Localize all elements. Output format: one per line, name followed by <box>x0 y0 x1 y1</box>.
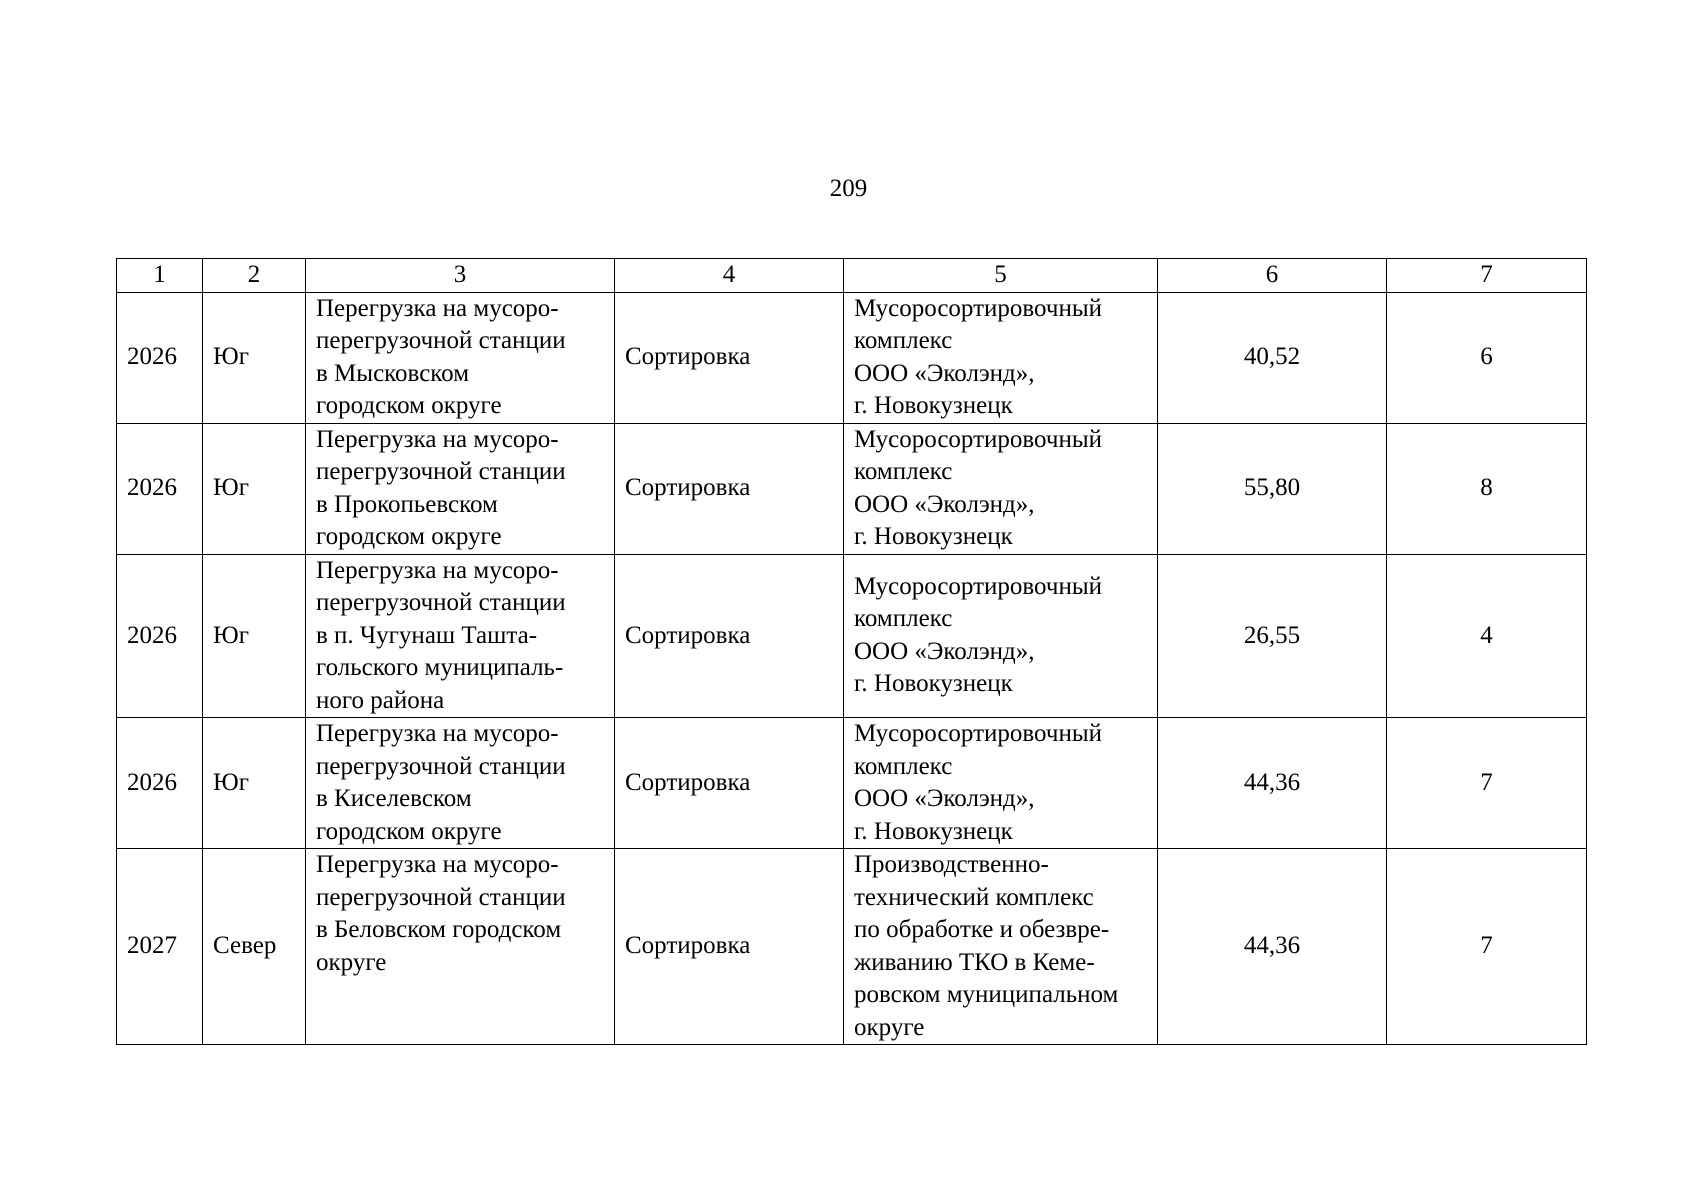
value-cell: 40,52 <box>1158 292 1387 423</box>
facility-cell: Мусоросортировочный комплекс ООО «Эколэнд», г. Новокузнецк <box>844 423 1158 554</box>
table-row <box>117 849 1587 1045</box>
operation-cell: Перегрузка на мусоро- перегрузочной станции в Прокопьевском городском округе <box>306 423 615 554</box>
type-cell: Сортировка <box>615 849 844 1045</box>
count-cell: 7 <box>1387 718 1587 849</box>
year-cell: 2026 <box>117 423 203 554</box>
value-cell: 55,80 <box>1158 423 1387 554</box>
count-cell: 6 <box>1387 292 1587 423</box>
operation-cell: Перегрузка на мусоро- перегрузочной станции в Мысковском городском округе <box>306 292 615 423</box>
year-cell: 2026 <box>117 292 203 423</box>
page-number: 209 <box>829 175 868 202</box>
column-header: 4 <box>615 259 844 293</box>
type-cell: Сортировка <box>615 718 844 849</box>
value-cell: 44,36 <box>1158 718 1387 849</box>
type-cell: Сортировка <box>615 292 844 423</box>
column-header: 7 <box>1387 259 1587 293</box>
column-header: 1 <box>117 259 203 293</box>
operation-cell: Перегрузка на мусоро- перегрузочной станции в Киселевском городском округе <box>306 718 615 849</box>
count-cell: 8 <box>1387 423 1587 554</box>
table-row <box>117 292 1587 423</box>
data-table <box>116 258 1587 1045</box>
operation-cell: Перегрузка на мусоро- перегрузочной станции в п. Чугунаш Ташта- гольского муниципаль- ного района <box>306 554 615 718</box>
year-cell: 2026 <box>117 718 203 849</box>
type-cell: Сортировка <box>615 423 844 554</box>
zone-cell: Юг <box>203 292 306 423</box>
type-cell: Сортировка <box>615 554 844 718</box>
zone-cell: Юг <box>203 423 306 554</box>
count-cell: 4 <box>1387 554 1587 718</box>
column-header: 6 <box>1158 259 1387 293</box>
zone-cell: Юг <box>203 554 306 718</box>
facility-cell: Мусоросортировочный комплекс ООО «Эколэнд», г. Новокузнецк <box>844 554 1158 718</box>
header-row <box>117 259 1587 293</box>
operation-cell: Перегрузка на мусоро- перегрузочной станции в Беловском городском округе <box>306 849 615 1045</box>
table-row <box>117 554 1587 718</box>
year-cell: 2027 <box>117 849 203 1045</box>
value-cell: 44,36 <box>1158 849 1387 1045</box>
year-cell: 2026 <box>117 554 203 718</box>
value-cell: 26,55 <box>1158 554 1387 718</box>
column-header: 2 <box>203 259 306 293</box>
table-row <box>117 423 1587 554</box>
zone-cell: Юг <box>203 718 306 849</box>
facility-cell: Производственно- технический комплекс по обработке и обезвре- живанию ТКО в Кеме- ровском муниципальном округе <box>844 849 1158 1045</box>
zone-cell: Север <box>203 849 306 1045</box>
facility-cell: Мусоросортировочный комплекс ООО «Эколэнд», г. Новокузнецк <box>844 718 1158 849</box>
column-header: 5 <box>844 259 1158 293</box>
count-cell: 7 <box>1387 849 1587 1045</box>
column-header: 3 <box>306 259 615 293</box>
facility-cell: Мусоросортировочный комплекс ООО «Эколэнд», г. Новокузнецк <box>844 292 1158 423</box>
table-row <box>117 718 1587 849</box>
